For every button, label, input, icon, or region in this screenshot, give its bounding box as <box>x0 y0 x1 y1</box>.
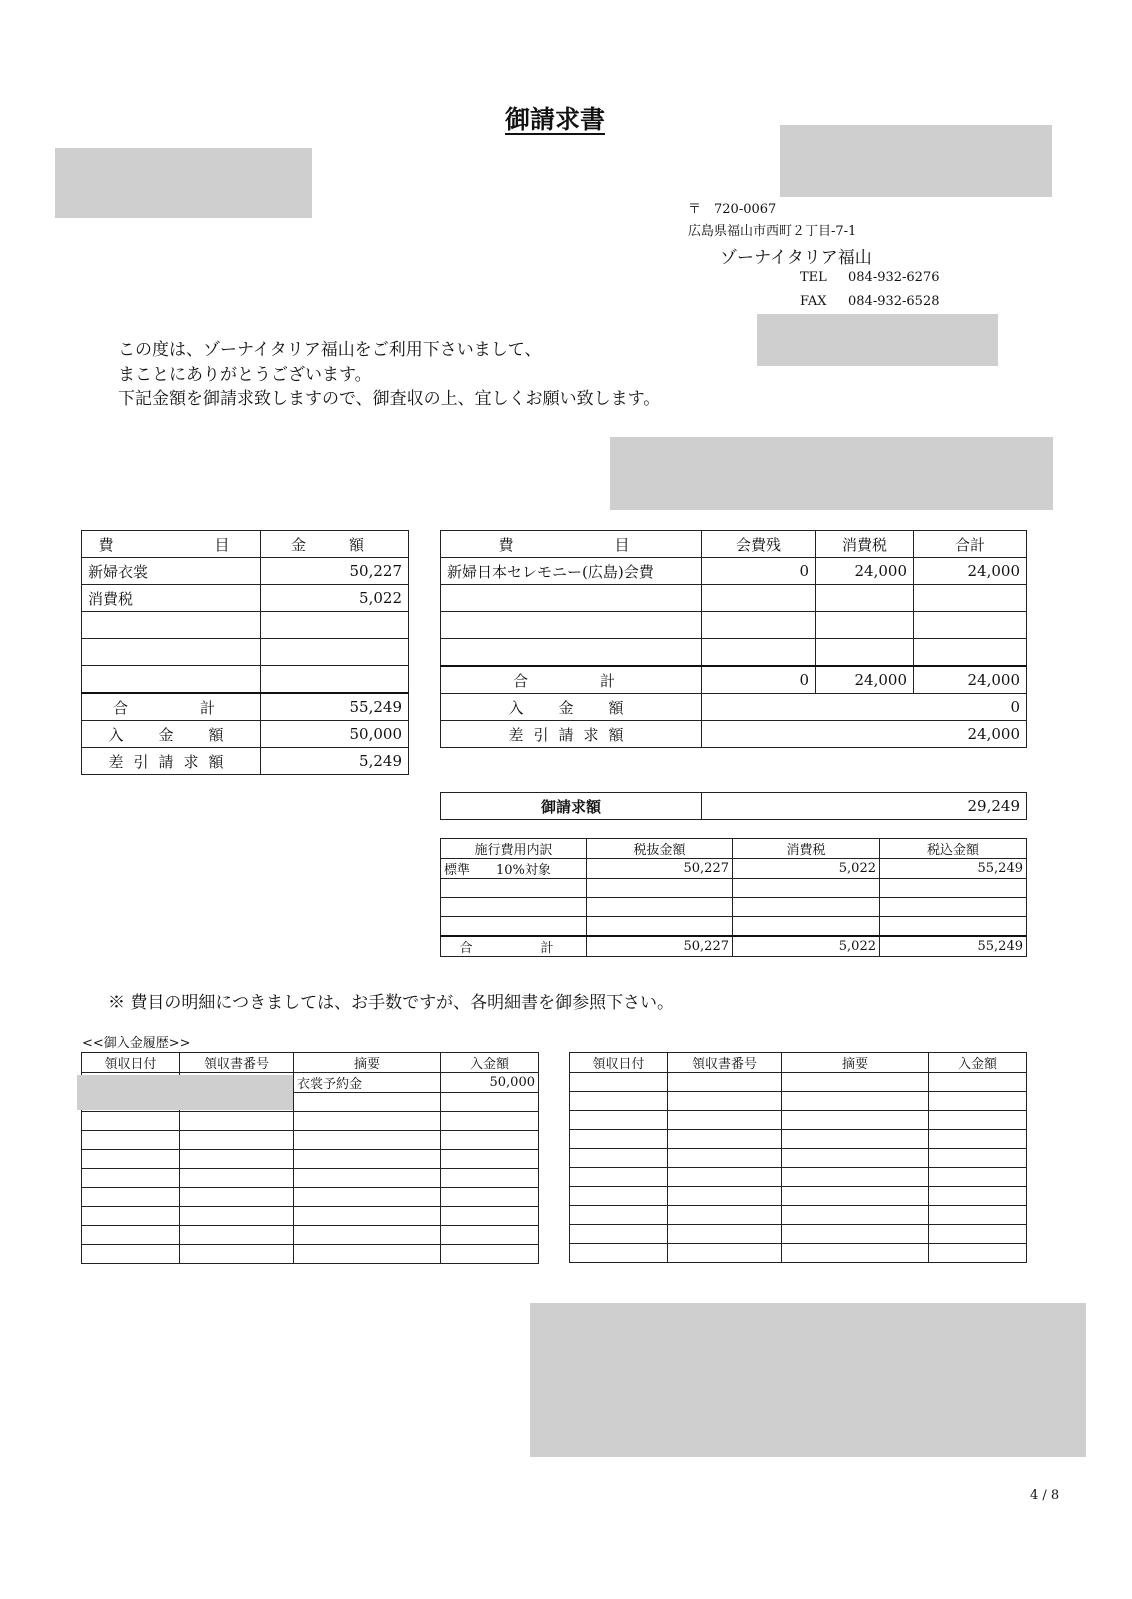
empty-cell <box>570 1206 668 1225</box>
billing-label: 御請求額 <box>441 793 702 820</box>
empty-cell <box>782 1073 929 1092</box>
empty-cell <box>914 639 1027 667</box>
empty-cell <box>914 585 1027 612</box>
balance-amount: 24,000 <box>702 721 1027 748</box>
empty-cell <box>668 1244 782 1263</box>
billing-amount: 29,249 <box>702 793 1027 820</box>
greeting-line-2: まことにありがとうございます。 <box>118 365 372 385</box>
issuer-company: ゾーナイタリア福山 <box>720 248 872 268</box>
paid-label: 入 金 額 <box>82 721 261 748</box>
empty-cell <box>570 1244 668 1263</box>
empty-cell <box>570 1168 668 1187</box>
row-total: 24,000 <box>914 558 1027 585</box>
balance-label: 差引請求額 <box>82 748 261 775</box>
empty-cell <box>441 1169 539 1188</box>
header-incl: 税込金額 <box>880 839 1027 859</box>
empty-cell <box>733 898 880 917</box>
empty-cell <box>441 898 587 917</box>
empty-cell <box>929 1130 1027 1149</box>
empty-cell <box>441 879 587 898</box>
empty-cell <box>570 1187 668 1206</box>
empty-cell <box>441 1131 539 1150</box>
empty-cell <box>929 1149 1027 1168</box>
balance-label: 差引請求額 <box>441 721 702 748</box>
empty-cell <box>82 1131 180 1150</box>
empty-cell <box>294 1169 441 1188</box>
row-item: 消費税 <box>82 585 261 612</box>
empty-cell <box>929 1168 1027 1187</box>
empty-cell <box>180 1207 294 1226</box>
header-receipt: 領収書番号 <box>668 1053 782 1073</box>
row-desc: 衣裳予約金 <box>294 1073 441 1093</box>
total-label: 合 計 <box>441 666 702 694</box>
header-total: 合計 <box>914 531 1027 558</box>
total-excl: 50,227 <box>587 936 733 957</box>
row-tax: 5,022 <box>733 859 880 879</box>
header-item: 費 目 <box>82 531 261 558</box>
issuer-fax: 084-932-6528 <box>848 294 940 309</box>
empty-cell <box>733 879 880 898</box>
empty-cell <box>82 1226 180 1245</box>
empty-cell <box>82 666 261 694</box>
header-desc: 摘要 <box>294 1053 441 1073</box>
empty-cell <box>929 1092 1027 1111</box>
empty-cell <box>668 1092 782 1111</box>
empty-cell <box>782 1168 929 1187</box>
empty-cell <box>441 1188 539 1207</box>
empty-cell <box>880 898 1027 917</box>
row-fee-balance: 0 <box>702 558 816 585</box>
paid-amount: 50,000 <box>261 721 409 748</box>
header-amount: 金 額 <box>261 531 409 558</box>
empty-cell <box>441 1207 539 1226</box>
total-total: 24,000 <box>914 666 1027 694</box>
paid-amount: 0 <box>702 694 1027 721</box>
total-tax: 5,022 <box>733 936 880 957</box>
redacted-history-entry <box>77 1075 293 1110</box>
total-label: 合 計 <box>441 936 587 957</box>
empty-cell <box>702 639 816 667</box>
empty-cell <box>668 1073 782 1092</box>
empty-cell <box>570 1149 668 1168</box>
empty-cell <box>668 1206 782 1225</box>
empty-cell <box>782 1111 929 1130</box>
empty-cell <box>668 1130 782 1149</box>
empty-cell <box>294 1245 441 1264</box>
empty-cell <box>441 1112 539 1131</box>
empty-cell <box>929 1111 1027 1130</box>
empty-cell <box>441 1093 539 1112</box>
empty-cell <box>180 1245 294 1264</box>
redacted-seal <box>757 314 998 366</box>
empty-cell <box>441 639 702 667</box>
empty-cell <box>702 585 816 612</box>
empty-cell <box>570 1073 668 1092</box>
greeting-line-1: この度は、ゾーナイタリア福山をご利用下さいまして、 <box>118 340 542 360</box>
empty-cell <box>294 1188 441 1207</box>
empty-cell <box>82 1245 180 1264</box>
empty-cell <box>929 1073 1027 1092</box>
empty-cell <box>782 1149 929 1168</box>
total-amount: 55,249 <box>261 693 409 721</box>
empty-cell <box>441 585 702 612</box>
payment-history-table-right <box>569 1052 1027 1263</box>
empty-cell <box>782 1092 929 1111</box>
empty-cell <box>668 1225 782 1244</box>
tax-breakdown-table <box>440 838 1027 957</box>
row-amount: 5,022 <box>261 585 409 612</box>
empty-cell <box>782 1206 929 1225</box>
empty-cell <box>82 1207 180 1226</box>
total-tax: 24,000 <box>816 666 914 694</box>
empty-cell <box>82 639 261 666</box>
header-amount: 入金額 <box>929 1053 1027 1073</box>
issuer-tel-label: TEL <box>800 270 827 285</box>
header-excl: 税抜金額 <box>587 839 733 859</box>
empty-cell <box>180 1112 294 1131</box>
empty-cell <box>880 917 1027 937</box>
row-item: 新婦衣裳 <box>82 558 261 585</box>
empty-cell <box>570 1111 668 1130</box>
row-excl: 50,227 <box>587 859 733 879</box>
empty-cell <box>294 1112 441 1131</box>
total-fee-balance: 0 <box>702 666 816 694</box>
payment-history-label: <<御入金履歴>> <box>82 1036 191 1051</box>
empty-cell <box>929 1225 1027 1244</box>
empty-cell <box>180 1226 294 1245</box>
empty-cell <box>294 1207 441 1226</box>
header-fee-balance: 会費残 <box>702 531 816 558</box>
header-item: 施行費用内訳 <box>441 839 587 859</box>
empty-cell <box>668 1168 782 1187</box>
empty-cell <box>261 666 409 694</box>
empty-cell <box>180 1150 294 1169</box>
empty-cell <box>570 1092 668 1111</box>
redacted-recipient <box>55 148 312 218</box>
empty-cell <box>782 1244 929 1263</box>
issuer-tel: 084-932-6276 <box>848 270 940 285</box>
empty-cell <box>441 1226 539 1245</box>
empty-cell <box>294 1226 441 1245</box>
empty-cell <box>816 585 914 612</box>
empty-cell <box>816 639 914 667</box>
empty-cell <box>929 1206 1027 1225</box>
page-number: 4 / 8 <box>1030 1488 1060 1503</box>
issuer-address: 広島県福山市西町２丁目-7-1 <box>688 224 857 239</box>
empty-cell <box>668 1111 782 1130</box>
empty-cell <box>82 1112 180 1131</box>
empty-cell <box>702 612 816 639</box>
empty-cell <box>82 1150 180 1169</box>
empty-cell <box>587 917 733 937</box>
empty-cell <box>82 1169 180 1188</box>
header-date: 領収日付 <box>570 1053 668 1073</box>
empty-cell <box>441 1150 539 1169</box>
header-tax: 消費税 <box>733 839 880 859</box>
empty-cell <box>782 1225 929 1244</box>
empty-cell <box>929 1244 1027 1263</box>
row-incl: 55,249 <box>880 859 1027 879</box>
empty-cell <box>782 1187 929 1206</box>
row-tax: 24,000 <box>816 558 914 585</box>
detail-note: ※ 費目の明細につきましては、お手数ですが、各明細書を御参照下さい。 <box>108 993 675 1013</box>
total-label: 合 計 <box>82 693 261 721</box>
header-date: 領収日付 <box>82 1053 180 1073</box>
empty-cell <box>733 917 880 937</box>
header-receipt: 領収書番号 <box>180 1053 294 1073</box>
row-item: 新婦日本セレモニー(広島)会費 <box>441 558 702 585</box>
empty-cell <box>82 1188 180 1207</box>
header-amount: 入金額 <box>441 1053 539 1073</box>
empty-cell <box>816 612 914 639</box>
header-item: 費 目 <box>441 531 702 558</box>
row-item: 標準 10%対象 <box>441 859 587 879</box>
paid-label: 入 金 額 <box>441 694 702 721</box>
redacted-footer-block <box>530 1303 1086 1457</box>
empty-cell <box>782 1130 929 1149</box>
row-amount: 50,000 <box>441 1073 539 1093</box>
empty-cell <box>570 1225 668 1244</box>
issuer-postal: 〒 720-0067 <box>688 202 777 217</box>
billing-table <box>440 792 1027 820</box>
balance-amount: 5,249 <box>261 748 409 775</box>
left-summary-table <box>81 530 409 775</box>
empty-cell <box>180 1188 294 1207</box>
empty-cell <box>441 612 702 639</box>
empty-cell <box>914 612 1027 639</box>
empty-cell <box>880 879 1027 898</box>
empty-cell <box>294 1150 441 1169</box>
empty-cell <box>294 1131 441 1150</box>
empty-cell <box>180 1131 294 1150</box>
empty-cell <box>570 1130 668 1149</box>
empty-cell <box>261 612 409 639</box>
empty-cell <box>929 1187 1027 1206</box>
total-incl: 55,249 <box>880 936 1027 957</box>
empty-cell <box>294 1093 441 1112</box>
empty-cell <box>587 879 733 898</box>
issuer-fax-label: FAX <box>800 294 827 309</box>
empty-cell <box>441 917 587 937</box>
header-tax: 消費税 <box>816 531 914 558</box>
right-summary-table <box>440 530 1027 748</box>
empty-cell <box>668 1187 782 1206</box>
redacted-block <box>610 437 1053 510</box>
row-amount: 50,227 <box>261 558 409 585</box>
empty-cell <box>587 898 733 917</box>
empty-cell <box>668 1149 782 1168</box>
greeting-line-3: 下記金額を御請求致しますので、御査収の上、宜しくお願い致します。 <box>118 389 661 409</box>
page-title: 御請求書 <box>504 105 605 134</box>
empty-cell <box>82 612 261 639</box>
empty-cell <box>441 1245 539 1264</box>
header-desc: 摘要 <box>782 1053 929 1073</box>
empty-cell <box>180 1169 294 1188</box>
empty-cell <box>261 639 409 666</box>
redacted-stamp-area <box>780 125 1052 197</box>
